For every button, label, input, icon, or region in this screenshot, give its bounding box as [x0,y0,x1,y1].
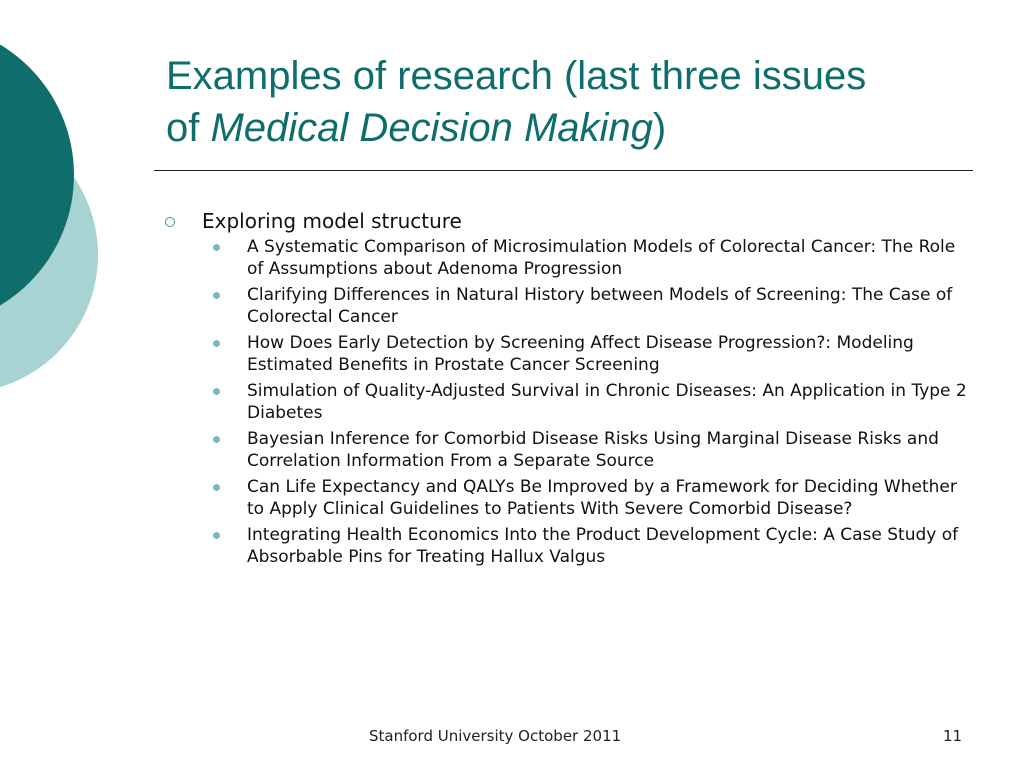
dot-bullet-icon [213,484,220,491]
list-item-text: A Systematic Comparison of Microsimulation Models of Colorectal Cancer: The Role of Assumptions about Adenoma Progression [247,237,956,279]
page-number: 11 [943,727,963,745]
list-item [162,524,972,568]
slide-body [162,207,972,572]
list-item [162,332,972,376]
dot-bullet-icon [213,292,220,299]
decorative-circles [0,0,110,420]
list-item [162,476,972,520]
footer-text: Stanford University October 2011 [369,727,622,745]
list-item-text: Bayesian Inference for Comorbid Disease Risks Using Marginal Disease Risks and Correlation Information From a Separate Source [247,429,939,471]
list-item [162,284,972,328]
dot-bullet-icon [213,388,220,395]
title-divider [154,170,973,171]
list-item-text: Integrating Health Economics Into the Product Development Cycle: A Case Study of Absorbable Pins for Treating Hallux Valgus [247,525,959,567]
list-item [162,236,972,280]
dot-bullet-icon [213,244,220,251]
section-bullet [162,207,972,235]
title-line1: Examples of research (last three issues [166,54,867,98]
list-item-text: Can Life Expectancy and QALYs Be Improved by a Framework for Deciding Whether to Apply Clinical Guidelines to Patients With Severe Comorbid Disease? [247,477,957,519]
list-item-text: Clarifying Differences in Natural History between Models of Screening: The Case of Colorectal Cancer [247,285,953,327]
dot-bullet-icon [213,532,220,539]
section-heading: Exploring model structure [202,209,462,233]
title-journal-name: Medical Decision Making [210,106,653,150]
list-item-text: Simulation of Quality-Adjusted Survival in Chronic Diseases: An Application in Type 2 Diabetes [247,381,967,423]
slide-title [166,50,986,154]
title-suffix: ) [652,106,667,150]
list-item-text: How Does Early Detection by Screening Affect Disease Progression?: Modeling Estimated Benefits in Prostate Cancer Screening [247,333,914,375]
dot-bullet-icon [213,436,220,443]
research-list [162,236,972,568]
title-line2-prefix: of [166,106,211,150]
dot-bullet-icon [213,340,220,347]
list-item [162,380,972,424]
list-item [162,428,972,472]
hollow-circle-bullet-icon [165,217,175,227]
